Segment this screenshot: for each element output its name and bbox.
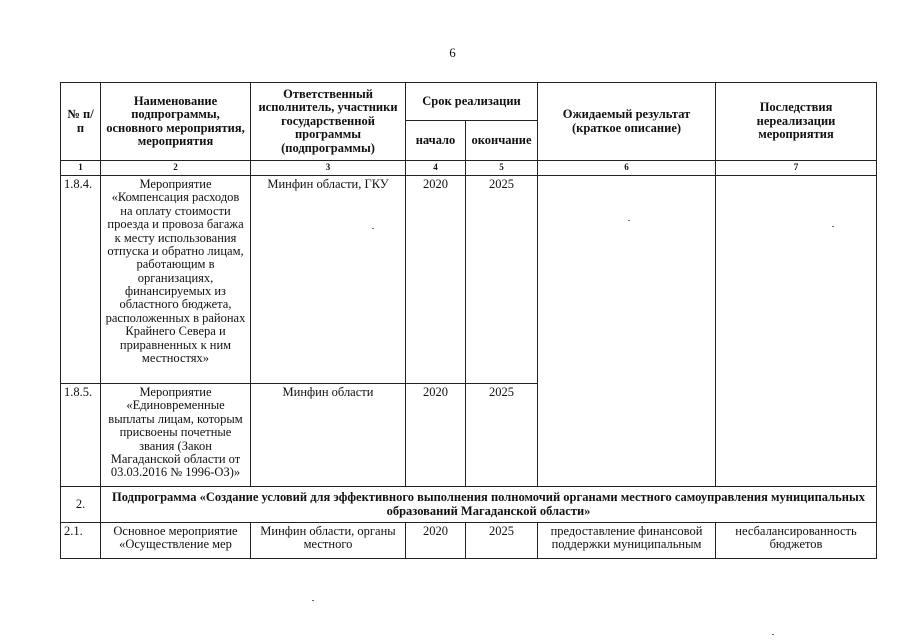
header-start: начало: [406, 121, 466, 161]
column-number: 4: [406, 161, 466, 176]
scan-speck: [372, 228, 374, 229]
row-name: Мероприятие «Компенсация расходов на оплату стоимости проезда и провоза багажа к месту использования отпуска и обратно лицам, работающим в организациях, финансируемых из областного бюджета, расположенных в районах Крайнего Севера и приравненных к ним местностях»: [101, 176, 251, 384]
header-number: № п/п: [61, 83, 101, 161]
page-number: 6: [449, 45, 456, 60]
program-table: [60, 82, 877, 559]
row-number: 1.8.5.: [61, 384, 101, 487]
row-executor: Минфин области: [251, 384, 406, 487]
row-number: 2.1.: [61, 523, 101, 559]
column-number: 2: [101, 161, 251, 176]
table-row: [61, 176, 877, 384]
scan-speck: [628, 220, 630, 221]
row-consequences-empty: [716, 176, 877, 384]
row-end: 2025: [466, 523, 538, 559]
header-end: окончание: [466, 121, 538, 161]
column-number: 1: [61, 161, 101, 176]
scan-speck: [312, 600, 314, 601]
column-number: 6: [538, 161, 716, 176]
header-consequences: Последствия нереализации мероприятия: [716, 83, 877, 161]
row-name: Мероприятие «Единовременные выплаты лицам, которым присвоены почетные звания (Закон Магаданской области от 03.03.2016 № 1996-ОЗ)»: [101, 384, 251, 487]
row-end: 2025: [466, 384, 538, 487]
subprogram-title: Подпрограмма «Создание условий для эффективного выполнения полномочий органами местного самоуправления муниципальных образований Магаданской области»: [101, 487, 877, 523]
subprogram-row: [61, 487, 877, 523]
column-number: 3: [251, 161, 406, 176]
header-executor: Ответственный исполнитель, участники государственной программы (подпрограммы): [251, 83, 406, 161]
row-start: 2020: [406, 176, 466, 384]
header-name: Наименование подпрограммы, основного мероприятия, мероприятия: [101, 83, 251, 161]
row-executor: Минфин области, ГКУ: [251, 176, 406, 384]
scan-speck: [832, 226, 834, 227]
header-term: Срок реализации: [406, 83, 538, 121]
header-result: Ожидаемый результат (краткое описание): [538, 83, 716, 161]
row-start: 2020: [406, 384, 466, 487]
row-result: предоставление финансовой поддержки муниципальным: [538, 523, 716, 559]
row-consequences: несбалансированность бюджетов: [716, 523, 877, 559]
row-end: 2025: [466, 176, 538, 384]
scan-speck: [772, 634, 774, 635]
table-row: [61, 384, 877, 487]
column-number: 7: [716, 161, 877, 176]
row-start: 2020: [406, 523, 466, 559]
column-number: 5: [466, 161, 538, 176]
row-result-empty: [538, 176, 716, 487]
row-name: Основное мероприятие «Осуществление мер: [101, 523, 251, 559]
subprogram-number: 2.: [61, 487, 101, 523]
row-consequences-empty: [716, 384, 877, 487]
row-executor: Минфин области, органы местного: [251, 523, 406, 559]
table-row: [61, 523, 877, 559]
row-number: 1.8.4.: [61, 176, 101, 384]
